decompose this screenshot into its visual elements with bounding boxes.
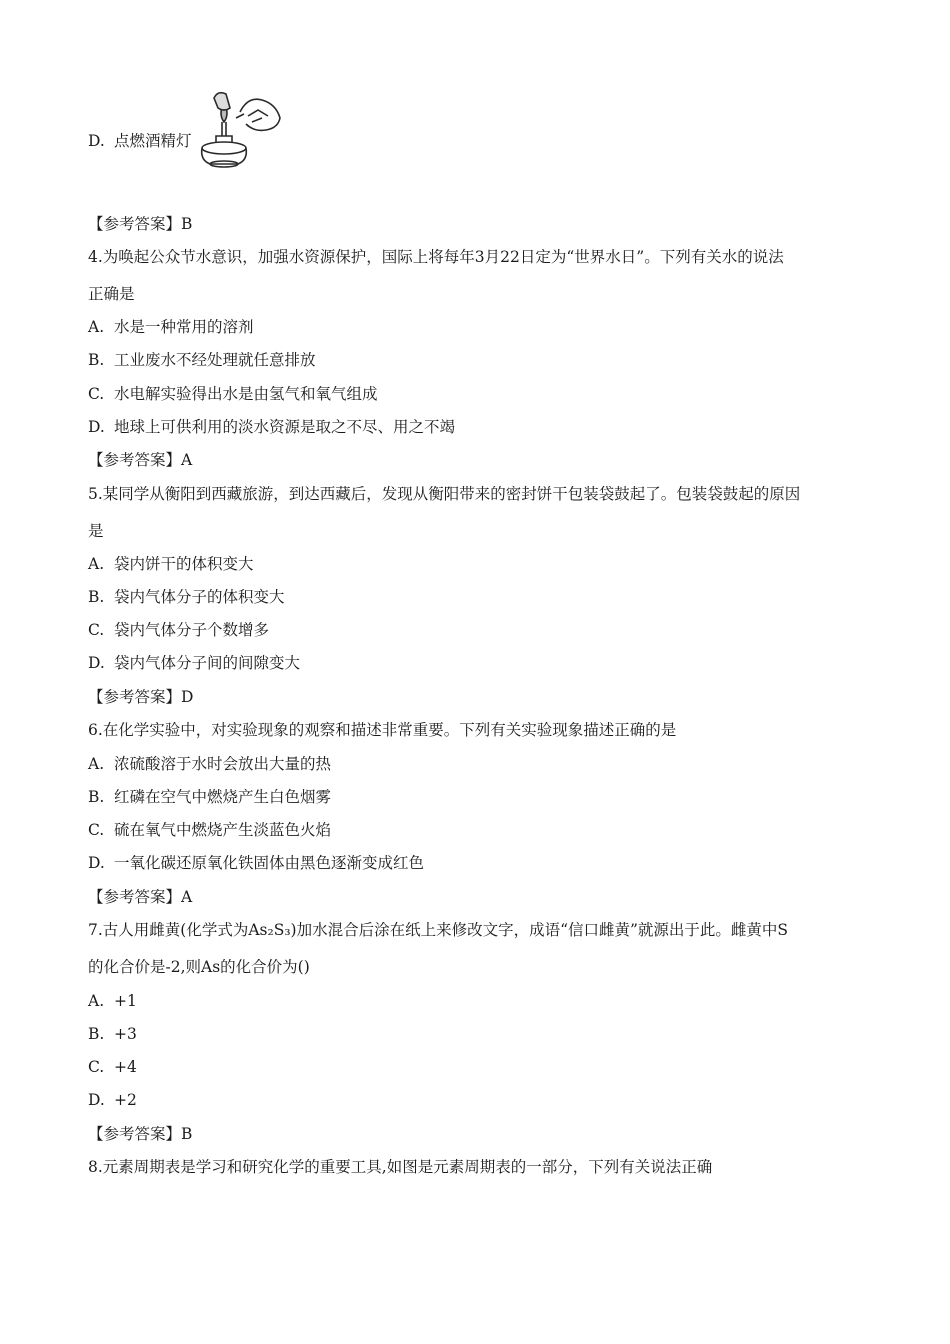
option-letter: A. (88, 555, 105, 573)
question-stem: 5.某同学从衡阳到西藏旅游，到达西藏后，发现从衡阳带来的密封饼干包装袋鼓起了。包装袋鼓起的原因 (88, 485, 801, 503)
answer-label: 【参考答案】B (88, 1125, 193, 1143)
question-stem: 正确是 (88, 285, 135, 303)
q4-option-b (88, 350, 316, 370)
option-text: 袋内气体分子间的间隙变大 (114, 654, 301, 672)
option-text: 点燃酒精灯 (114, 132, 192, 150)
option-letter: A. (88, 755, 105, 773)
option-letter: C. (88, 821, 105, 839)
option-letter: A. (88, 992, 105, 1010)
question-stem: 8.元素周期表是学习和研究化学的重要工具,如图是元素周期表的一部分，下列有关说法正确 (88, 1158, 713, 1176)
option-text: +1 (114, 992, 137, 1010)
option-letter: D. (88, 418, 105, 436)
answer-label: 【参考答案】B (88, 215, 193, 233)
option-letter: C. (88, 621, 105, 639)
q5-option-a (88, 554, 254, 574)
q6-option-d (88, 853, 424, 873)
option-text: 一氧化碳还原氧化铁固体由黑色逐渐变成红色 (114, 854, 425, 872)
option-text: 袋内饼干的体积变大 (114, 555, 254, 573)
q5-option-c (88, 620, 269, 640)
option-letter: B. (88, 351, 105, 369)
option-letter: D. (88, 1091, 105, 1109)
option-letter: B. (88, 788, 105, 806)
option-text: 浓硫酸溶于水时会放出大量的热 (114, 755, 332, 773)
q7-option-d (88, 1090, 137, 1110)
option-text: +3 (114, 1025, 137, 1043)
option-letter: D. (88, 132, 105, 150)
option-text: +4 (114, 1058, 137, 1076)
q6-option-b (88, 787, 331, 807)
q7-option-c (88, 1057, 137, 1077)
option-text: 工业废水不经处理就任意排放 (114, 351, 316, 369)
option-letter: B. (88, 588, 105, 606)
alcohol-lamp-lighting-icon (196, 86, 288, 172)
option-letter: B. (88, 1025, 105, 1043)
q7-option-b (88, 1024, 137, 1044)
option-text: 袋内气体分子的体积变大 (114, 588, 285, 606)
option-letter: C. (88, 1058, 105, 1076)
q4-option-c (88, 384, 378, 404)
question-stem: 的化合价是-2,则As的化合价为() (88, 958, 310, 976)
question-stem: 6.在化学实验中，对实验现象的观察和描述非常重要。下列有关实验现象描述正确的是 (88, 721, 677, 739)
q5-option-b (88, 587, 285, 607)
q5-option-d (88, 653, 300, 673)
q6-option-c (88, 820, 331, 840)
option-letter: D. (88, 854, 105, 872)
option-text: 水是一种常用的溶剂 (114, 318, 254, 336)
option-text: 硫在氧气中燃烧产生淡蓝色火焰 (114, 821, 332, 839)
option-text: 红磷在空气中燃烧产生白色烟雾 (114, 788, 332, 806)
answer-label: 【参考答案】A (88, 451, 193, 469)
q4-option-d (88, 417, 455, 437)
option-text: +2 (114, 1091, 137, 1109)
option-letter: D. (88, 654, 105, 672)
option-letter: A. (88, 318, 105, 336)
option-text: 袋内气体分子个数增多 (114, 621, 270, 639)
q6-option-a (88, 754, 331, 774)
answer-label: 【参考答案】D (88, 688, 194, 706)
answer-label: 【参考答案】A (88, 888, 193, 906)
option-letter: C. (88, 385, 105, 403)
question-stem: 7.古人用雌黄(化学式为As₂S₃)加水混合后涂在纸上来修改文字，成语“信口雌黄”就源出于此。雌黄中S (88, 921, 789, 939)
q7-option-a (88, 991, 137, 1011)
option-text: 地球上可供利用的淡水资源是取之不尽、用之不竭 (114, 418, 456, 436)
question-stem: 是 (88, 522, 104, 540)
option-text: 水电解实验得出水是由氢气和氧气组成 (114, 385, 378, 403)
q4-option-a (88, 317, 254, 337)
q3-option-d (88, 131, 192, 151)
question-stem: 4.为唤起公众节水意识，加强水资源保护，国际上将每年3月22日定为“世界水日”。下列有关水的说法 (88, 248, 784, 266)
